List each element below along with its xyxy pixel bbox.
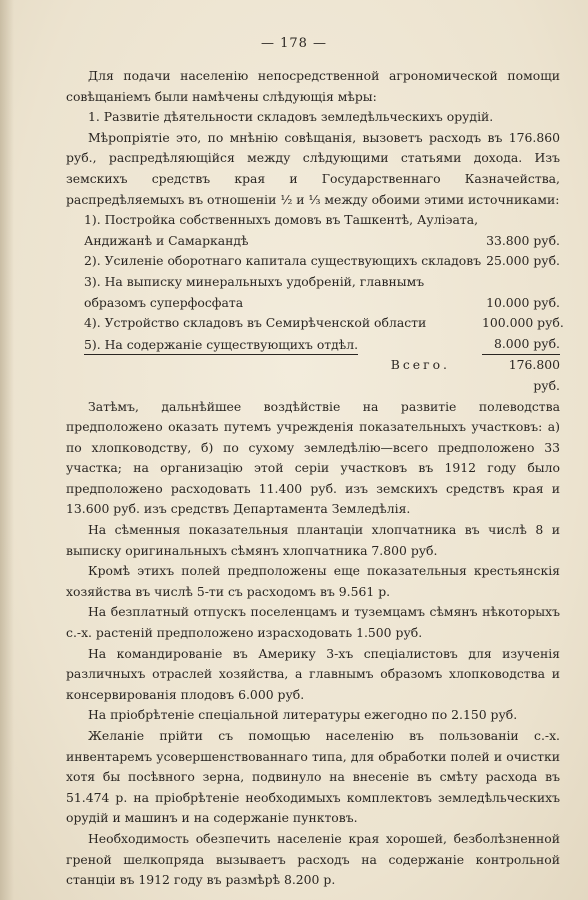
paragraph: На сѣменныя показательныя плантаціи хлопчатника въ числѣ 8 и выписку оригинальныхъ сѣмянъ хлопчатника 7.800 руб. [66,522,560,558]
budget-list [84,210,564,396]
budget-item [84,334,560,356]
budget-item-amount: 25.000 руб. [486,253,560,269]
page-body [66,66,564,891]
budget-item-label: 5). На содержаніе существующихъ отдѣл. [84,336,358,355]
budget-item [84,251,560,272]
budget-item-label: 3). На выписку минеральныхъ удобреній, главнымъ образомъ суперфосфата [84,273,425,310]
cost-paragraph: Мѣропріятіе это, по мнѣнію совѣщанія, вызоветъ расходъ въ 176.860 руб., распредѣляющійся между слѣдующими статьями дохода. Изъ земскихъ средствъ края и Государственнаго Казначейства, распредѣляемыхъ въ отношеніи ½ и ⅓ между обоими этими источниками: [66,129,560,207]
total-label: Всего. [390,357,450,373]
paragraph: На безплатный отпускъ поселенцамъ и туземцамъ сѣмянъ нѣкоторыхъ с.-х. растеній предположено израсходовать 1.500 руб. [66,604,560,641]
budget-item-label: 4). Устройство складовъ въ Семирѣченской области [84,315,427,331]
paragraph: Кромѣ этихъ полей предположены еще показательныя крестьянскія хозяйства въ числѣ 5-ти съ расходомъ въ 9.561 р. [66,563,560,599]
budget-item-amount: 8.000 руб. [482,334,560,356]
paragraph: На пріобрѣтеніе спеціальной литературы ежегодно по 2.150 руб. [88,707,518,723]
paragraph: Затѣмъ, дальнѣйшее воздѣйствіе на развитіе полеводства предположено оказать путемъ учрежденія показательныхъ участковъ: а) по хлопководству, б) по сухому земледѣлію—всего предположено 33 участка; на организацію этой серіи участковъ въ 1912 году было предположено расходовать 11.400 руб. изъ земскихъ средствъ края и 13.600 руб. изъ средствъ Департамента Земледѣлія. [66,398,560,517]
paragraph: На командированіе въ Америку 3-хъ спеціалистовъ для изученія различныхъ отраслей хозяйства, а главнымъ образомъ хлопководства и консервированія плодовъ 6.000 руб. [66,645,560,702]
intro-paragraph: Для подачи населенію непосредственной агрономической помощи совѣщаніемъ были намѣчены слѣдующія мѣры: [66,68,560,104]
binding-gutter-shadow [0,0,14,900]
budget-item-amount: 100.000 руб. [482,315,564,331]
budget-item [84,272,560,313]
paragraph: Желаніе прійти съ помощью населенію въ пользованіи с.-х. инвентаремъ усовершенствованнаго типа, для обработки полей и очистки хотя бы посѣвного зерна, подвинуло на внесеніе въ смѣту расхода въ 51.474 р. на пріобрѣтеніе необходимыхъ комплектовъ земледѣльческихъ орудій и машинъ и на содержаніе пунктовъ. [66,728,560,826]
budget-item [84,313,564,334]
budget-item-label: 1). Постройка собственныхъ домовъ въ Ташкентѣ, Ауліэата, Андижанѣ и Самаркандѣ [84,212,479,248]
budget-item-amount: 10.000 руб. [486,294,560,310]
budget-item-label: 2). Усиленіе оборотнаго капитала существующихъ складовъ [84,253,482,269]
budget-item-amount: 33.800 руб. [486,232,560,248]
total-amount: 176.800 руб. [508,357,560,393]
budget-total [84,355,560,396]
budget-item [84,210,560,251]
page-number: — 178 — [260,36,328,51]
point-1-heading: 1. Развитіе дѣятельности складовъ земледѣльческихъ орудій. [88,109,494,125]
paragraph: Необходимость обезпечить населеніе края хорошей, безболѣзненной греной шелкопряда вызываетъ расходъ на содержаніе контрольной станціи въ 1912 году въ размѣрѣ 8.200 р. [66,830,560,888]
